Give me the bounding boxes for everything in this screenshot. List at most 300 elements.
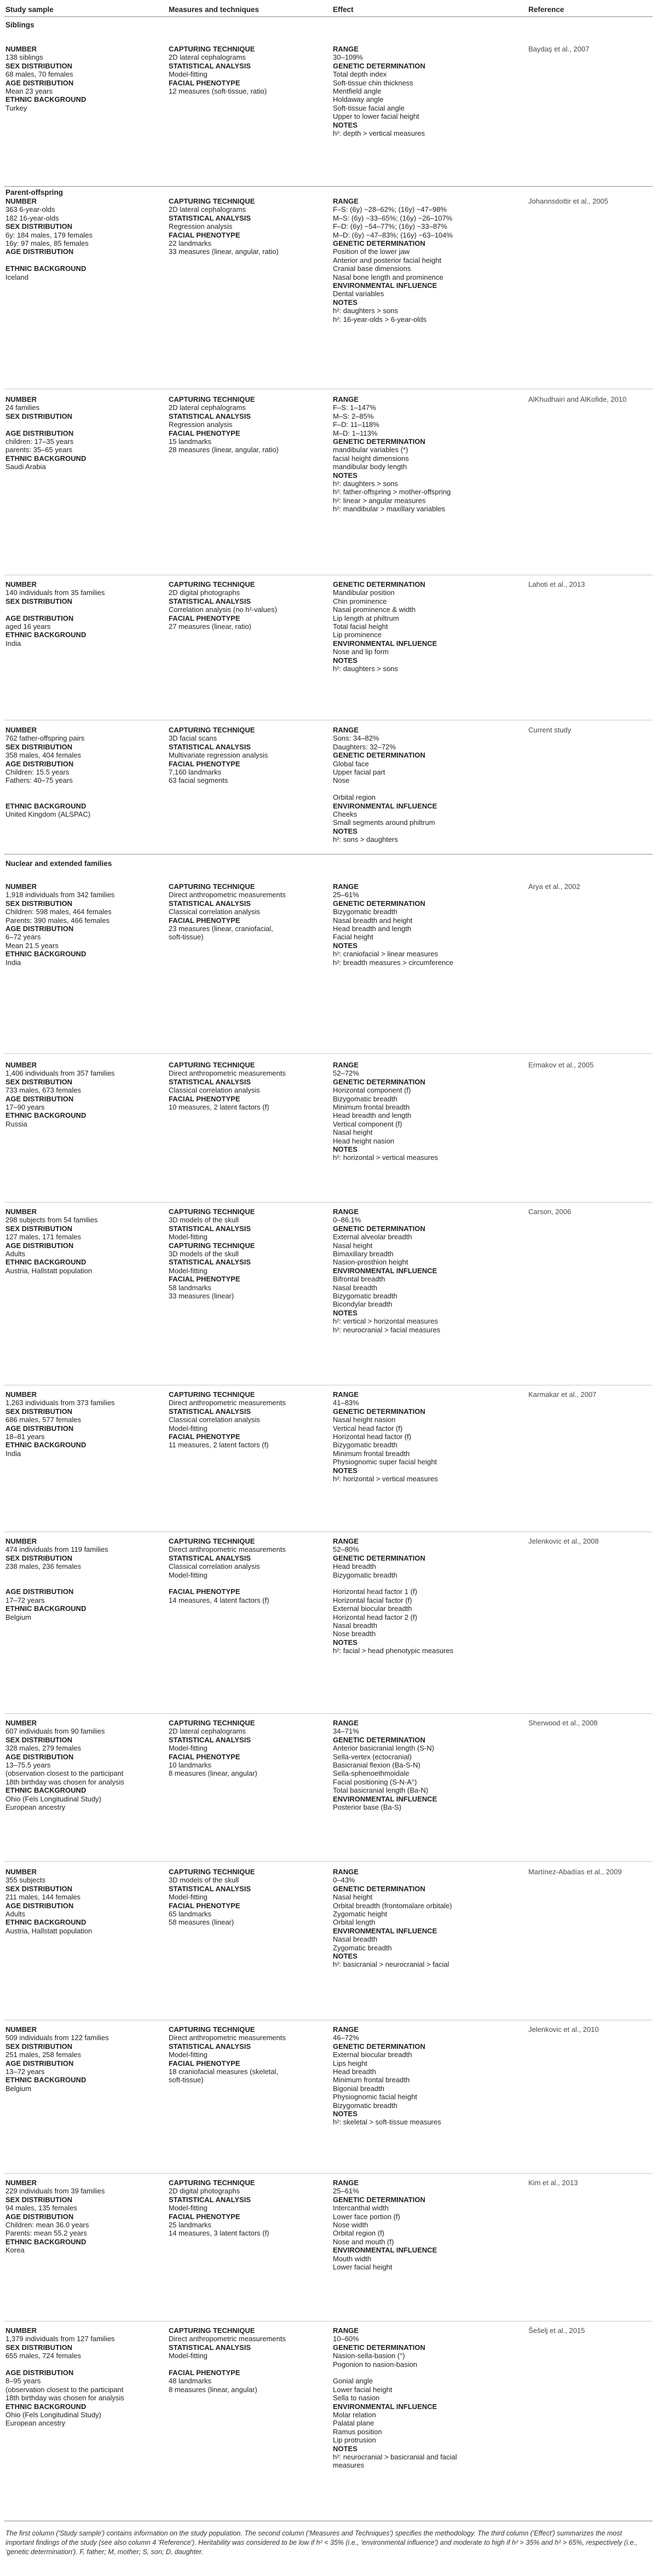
section-title-siblings: Siblings [5,21,34,29]
field-label-effect: RANGE [333,1719,359,1727]
field-label-effect: ENVIRONMENTAL INFLUENCE [333,2402,437,2411]
field-label-effect: GENETIC DETERMINATION [333,2343,425,2352]
field-label-sample: SEX DISTRIBUTION [5,1224,73,1233]
field-label-sample: NUMBER [5,1208,37,1216]
field-value-effect: Nose and lip form [333,648,389,656]
field-label-measures: CAPTURING TECHNIQUE [169,2179,255,2187]
field-value-effect: Physiognomic facial height [333,2093,417,2101]
field-label-measures: FACIAL PHENOTYPE [169,1094,240,1103]
field-label-sample: SEX DISTRIBUTION [5,1553,73,1562]
field-value-effect: Nasal bone length and prominence [333,273,443,281]
field-label-effect: RANGE [333,1537,359,1545]
field-value-measures: Model-fitting [169,1424,208,1433]
field-value-effect: Facial positioning (S-N-A°) [333,1777,417,1786]
field-value-sample: 355 subjects [5,1876,45,1885]
field-value-measures: Direct anthropometric measurements [169,1545,286,1554]
field-value-measures: 11 measures, 2 latent factors (f) [169,1441,269,1449]
field-label-measures: STATISTICAL ANALYSIS [169,597,251,605]
field-value-sample: (observation closest to the participant [5,2385,124,2394]
field-value-measures: Model-fitting [169,2051,208,2059]
field-value-effect: h²: neurocranial > basicranial and facial [333,2453,457,2461]
field-value-sample: Ohio (Fels Longitudinal Study) [5,1794,101,1803]
field-label-sample: AGE DISTRIBUTION [5,1752,74,1761]
field-value-measures: 28 measures (linear, angular, ratio) [169,446,279,454]
field-value-effect: Lips height [333,2059,367,2067]
reference-cell: Karmakar et al., 2007 [528,1390,597,1399]
field-value-effect: Nose and mouth (f) [333,2237,394,2246]
field-value-sample: 138 siblings [5,53,43,62]
field-label-measures: CAPTURING TECHNIQUE [169,1241,255,1250]
field-label-effect: RANGE [333,1390,359,1399]
field-value-measures: Regression analysis [169,420,233,429]
field-value-effect: M–S: (6y) ~33–65%; (16y) ~26–107% [333,213,453,222]
column-header-study-sample: Study sample [5,5,54,14]
field-label-effect: GENETIC DETERMINATION [333,580,425,588]
field-value-sample: 6–72 years [5,933,41,942]
field-value-effect: Bicondylar breadth [333,1300,393,1309]
field-label-sample: AGE DISTRIBUTION [5,1901,74,1910]
field-label-effect: RANGE [333,726,359,734]
field-value-effect: Bizygomatic breadth [333,2101,397,2110]
field-value-effect: External biocular breadth [333,2051,412,2059]
field-value-effect: Minimum frontal breadth [333,2076,410,2084]
field-label-sample: ETHNIC BACKGROUND [5,1604,87,1613]
field-label-effect: GENETIC DETERMINATION [333,1224,425,1233]
field-value-sample: 211 males, 144 females [5,1893,81,1902]
field-value-effect: Cheeks [333,810,358,818]
field-value-effect: Palatal plane [333,2419,374,2428]
field-value-effect: Head breadth and length [333,1111,412,1120]
field-value-measures: Model-fitting [169,1744,208,1753]
field-value-effect: 52–72% [333,1069,359,1078]
field-value-measures: Classical correlation analysis [169,1086,260,1095]
field-value-effect: F–D: (6y) ~54–77%; (16y) ~33–87% [333,222,447,231]
field-value-sample: 607 individuals from 90 families [5,1727,105,1736]
field-label-measures: CAPTURING TECHNIQUE [169,197,255,205]
column-header-effect: Effect [333,5,354,14]
field-label-effect: GENETIC DETERMINATION [333,437,425,446]
field-label-measures: CAPTURING TECHNIQUE [169,45,255,53]
field-value-effect: h²: craniofacial > linear measures [333,950,438,958]
reference-cell: Martínez-Abadías et al., 2009 [528,1868,622,1876]
field-value-effect: 41–83% [333,1399,359,1407]
field-label-measures: FACIAL PHENOTYPE [169,2212,240,2221]
field-label-sample: AGE DISTRIBUTION [5,78,74,87]
field-value-sample: 1,379 individuals from 127 families [5,2335,115,2343]
reference-cell: Baydaş et al., 2007 [528,45,590,53]
field-label-measures: FACIAL PHENOTYPE [169,2369,240,2377]
field-value-effect: h²: vertical > horizontal measures [333,1317,438,1326]
field-label-sample: NUMBER [5,395,37,403]
field-value-effect: Total depth index [333,70,387,79]
field-value-sample: 16y: 97 males, 85 females [5,239,89,247]
field-value-effect: h²: 16-year-olds > 6-year-olds [333,315,427,324]
field-value-sample: Fathers: 40–75 years [5,776,73,785]
field-value-effect: Total basicranial length (Ba-N) [333,1786,429,1795]
field-label-measures: STATISTICAL ANALYSIS [169,742,251,751]
field-value-measures: 3D models of the skull [169,1876,239,1885]
field-value-effect: Nasion-sella-basion (°) [333,2352,405,2360]
field-label-sample: SEX DISTRIBUTION [5,61,73,70]
field-label-sample: NUMBER [5,882,37,891]
field-label-sample: NUMBER [5,726,37,734]
field-value-effect: Lip length at philtrum [333,614,399,622]
field-value-measures: 63 facial segments [169,776,228,785]
field-value-effect: h²: daughters > sons [333,665,398,673]
field-value-sample: 229 individuals from 39 families [5,2187,105,2196]
field-value-measures: Model-fitting [169,1893,208,1902]
field-label-measures: STATISTICAL ANALYSIS [169,2042,251,2051]
row-separator [4,2173,653,2174]
field-label-sample: SEX DISTRIBUTION [5,2195,73,2204]
field-value-measures: 2D digital photographs [169,2187,240,2196]
reference-cell: Jelenkovic et al., 2010 [528,2025,599,2034]
field-value-effect: h²: facial > head phenotypic measures [333,1647,454,1655]
field-value-effect: External biocular breadth [333,1604,412,1613]
field-value-effect: 10–60% [333,2335,359,2343]
field-value-effect: Nasion-prosthion height [333,1258,408,1267]
field-label-sample: ETHNIC BACKGROUND [5,1786,87,1795]
field-label-measures: STATISTICAL ANALYSIS [169,1258,251,1267]
field-value-measures: Regression analysis [169,222,233,231]
field-label-measures: STATISTICAL ANALYSIS [169,2343,251,2352]
reference-cell: AlKhudhairi and AlKofide, 2010 [528,395,627,403]
field-label-sample: NUMBER [5,45,37,53]
field-label-sample: SEX DISTRIBUTION [5,2343,73,2352]
field-label-effect: GENETIC DETERMINATION [333,751,425,760]
field-value-sample: Children: 598 males, 464 females [5,908,112,916]
field-value-measures: Classical correlation analysis [169,1562,260,1571]
field-label-sample: AGE DISTRIBUTION [5,614,74,622]
field-label-sample: NUMBER [5,2326,37,2335]
field-value-measures: soft-tissue) [169,2076,204,2084]
field-value-effect: Nasal height [333,1241,373,1250]
field-value-measures: Model-fitting [169,1233,208,1241]
field-label-measures: CAPTURING TECHNIQUE [169,1537,255,1545]
field-value-effect: h²: daughters > sons [333,480,398,488]
reference-cell: Ermakov et al., 2005 [528,1061,594,1069]
field-label-effect: RANGE [333,197,359,205]
field-value-measures: 3D models of the skull [169,1216,239,1225]
field-label-effect: GENETIC DETERMINATION [333,1407,425,1416]
field-label-sample: NUMBER [5,1868,37,1876]
field-value-effect: Vertical head factor (f) [333,1424,403,1433]
field-value-sample: 18–81 years [5,1433,45,1441]
field-value-sample: India [5,639,21,648]
field-value-sample: Austria, Hallstatt population [5,1926,93,1935]
field-value-measures: 7,160 landmarks [169,768,222,776]
field-value-effect: Nose breadth [333,1630,376,1638]
field-value-effect: 34–71% [333,1727,359,1736]
field-label-measures: FACIAL PHENOTYPE [169,2059,240,2067]
field-label-effect: GENETIC DETERMINATION [333,899,425,908]
field-label-sample: ETHNIC BACKGROUND [5,2076,87,2084]
section-title-nuclear-extended: Nuclear and extended families [5,859,112,868]
field-label-sample: ETHNIC BACKGROUND [5,801,87,810]
field-value-effect: Mentfield angle [333,87,382,95]
field-label-sample: SEX DISTRIBUTION [5,1884,73,1893]
field-value-sample: 13–72 years [5,2067,45,2076]
field-label-effect: RANGE [333,2326,359,2335]
field-value-effect: Horizontal component (f) [333,1086,411,1095]
field-value-effect: h²: depth > vertical measures [333,129,425,137]
field-label-effect: NOTES [333,656,358,665]
row-separator [4,186,653,187]
field-value-sample: 762 father-offspring pairs [5,734,85,743]
field-label-measures: STATISTICAL ANALYSIS [169,1553,251,1562]
field-value-effect: Lower facial height [333,2385,393,2394]
field-label-measures: CAPTURING TECHNIQUE [169,1868,255,1876]
field-label-sample: AGE DISTRIBUTION [5,1424,74,1433]
field-value-sample: Mean 23 years [5,87,53,95]
field-value-effect: Sella-vertex (ectocranial) [333,1752,412,1761]
field-value-measures: 14 measures, 4 latent factors (f) [169,1596,269,1604]
field-label-sample: ETHNIC BACKGROUND [5,264,87,273]
field-value-measures: Model-fitting [169,70,208,79]
field-value-effect: h²: daughters > sons [333,307,398,315]
field-label-effect: RANGE [333,2179,359,2187]
field-value-measures: 65 landmarks [169,1910,212,1918]
field-value-sample: Adults [5,1250,26,1258]
field-value-measures: 8 measures (linear, angular) [169,2385,257,2394]
field-label-sample: AGE DISTRIBUTION [5,1241,74,1250]
field-value-effect: mandibular variables (*) [333,446,408,454]
field-value-effect: Lower face portion (f) [333,2212,400,2221]
row-separator [4,1713,653,1714]
field-label-effect: NOTES [333,471,358,480]
field-value-measures: 48 landmarks [169,2377,212,2386]
field-label-measures: STATISTICAL ANALYSIS [169,1407,251,1416]
field-value-sample: 18th birthday was chosen for analysis [5,1777,124,1786]
field-value-effect: Horizontal head factor 2 (f) [333,1613,417,1621]
field-label-sample: AGE DISTRIBUTION [5,2369,74,2377]
field-value-sample: India [5,958,21,967]
field-value-sample: 733 males, 673 females [5,1086,82,1095]
field-label-measures: FACIAL PHENOTYPE [169,1275,240,1284]
field-value-sample: 251 males, 258 females [5,2051,82,2059]
field-label-sample: ETHNIC BACKGROUND [5,95,87,104]
field-value-effect: Nasal breadth and height [333,916,413,925]
field-value-measures: 3D facial scans [169,734,217,743]
field-value-sample: 17–72 years [5,1596,45,1604]
field-label-sample: SEX DISTRIBUTION [5,1407,73,1416]
field-value-effect: F–D: 11–118% [333,420,379,429]
field-value-effect: Bizygomatic breadth [333,908,397,916]
field-value-sample: 686 males, 577 females [5,1416,82,1424]
reference-cell: Sherwood et al., 2008 [528,1719,598,1727]
field-value-sample: aged 16 years [5,622,51,631]
field-value-effect: Nasal breadth [333,1935,377,1944]
field-value-effect: Horizontal head factor 1 (f) [333,1587,417,1596]
field-value-measures: Direct anthropometric measurements [169,2034,286,2042]
field-value-effect: h²: mandibular > maxillary variables [333,505,445,513]
field-label-effect: RANGE [333,1061,359,1069]
field-value-effect: Ramus position [333,2427,382,2436]
field-value-effect: Bigonial breadth [333,2084,384,2093]
field-value-effect: Sella-sphenoethmoidale [333,1769,410,1778]
field-label-measures: FACIAL PHENOTYPE [169,916,240,925]
field-value-effect: 46–72% [333,2034,359,2042]
field-value-effect: Lip prominence [333,631,382,639]
field-label-effect: RANGE [333,2025,359,2034]
field-label-effect: ENVIRONMENTAL INFLUENCE [333,281,437,290]
field-value-effect: Nasal height [333,1128,373,1137]
field-label-effect: GENETIC DETERMINATION [333,1553,425,1562]
field-label-effect: NOTES [333,1308,358,1317]
field-value-effect: Minimum frontal breadth [333,1449,410,1458]
field-value-measures: 12 measures (soft-tissue, ratio) [169,87,267,95]
field-value-sample: parents: 35–65 years [5,446,73,454]
field-value-effect: 25–61% [333,891,359,899]
field-value-effect: Orbital breadth (frontomalare orbitale) [333,1901,452,1910]
field-value-sample: Ohio (Fels Longitudinal Study) [5,2411,101,2419]
field-label-effect: NOTES [333,827,358,835]
field-value-effect: Head height nasion [333,1136,395,1145]
field-value-effect: Pogonion to nasion-basion [333,2360,417,2369]
field-value-measures: 2D digital photographs [169,588,240,597]
field-value-effect: h²: sons > daughters [333,835,398,844]
field-value-effect: measures [333,2461,365,2470]
field-value-sample: Parents: mean 55.2 years [5,2229,87,2238]
reference-cell: Johannsdottir et al., 2005 [528,197,608,205]
field-value-sample: Korea [5,2246,25,2255]
field-value-measures: 27 measures (linear, ratio) [169,622,252,631]
field-value-effect: Daughters: 32–72% [333,742,396,751]
field-label-sample: SEX DISTRIBUTION [5,742,73,751]
field-label-sample: ETHNIC BACKGROUND [5,631,87,639]
field-label-measures: FACIAL PHENOTYPE [169,1587,240,1596]
field-label-effect: RANGE [333,1868,359,1876]
field-label-sample: AGE DISTRIBUTION [5,1094,74,1103]
field-value-effect: Facial height [333,933,373,942]
field-value-effect: Chin prominence [333,597,387,605]
field-value-measures: Direct anthropometric measurements [169,1069,286,1078]
field-label-sample: NUMBER [5,1719,37,1727]
field-value-effect: Nose width [333,2221,368,2229]
field-label-measures: CAPTURING TECHNIQUE [169,726,255,734]
field-value-effect: Lower facial height [333,2263,393,2271]
row-separator [4,1202,653,1203]
field-label-effect: ENVIRONMENTAL INFLUENCE [333,1794,437,1803]
field-value-measures: Model-fitting [169,1266,208,1275]
field-value-effect: Vertical component (f) [333,1119,402,1128]
field-value-effect: Bizygomatic breadth [333,1441,397,1449]
field-value-sample: 127 males, 171 females [5,1233,82,1241]
field-value-effect: Total facial height [333,622,388,631]
reference-cell: Kim et al., 2013 [528,2179,578,2187]
field-value-effect: Soft-tissue facial angle [333,103,405,112]
field-value-sample: Belgium [5,2084,31,2093]
field-label-measures: CAPTURING TECHNIQUE [169,1061,255,1069]
field-value-measures: Model-fitting [169,1570,208,1579]
field-label-effect: RANGE [333,395,359,403]
field-value-effect: 52–80% [333,1545,359,1554]
field-label-sample: ETHNIC BACKGROUND [5,1258,87,1267]
field-label-measures: FACIAL PHENOTYPE [169,1433,240,1441]
field-value-effect: Sella to nasion [333,2394,380,2402]
reference-cell: Jelenkovic et al., 2008 [528,1537,599,1545]
field-value-effect: Orbital length [333,1918,376,1927]
field-label-effect: NOTES [333,941,358,950]
field-value-effect: Nasal breadth [333,1283,377,1292]
field-value-sample: children: 17–35 years [5,437,74,446]
field-value-effect: h²: linear > angular measures [333,496,426,505]
field-value-sample: (observation closest to the participant [5,1769,124,1778]
field-label-effect: GENETIC DETERMINATION [333,1735,425,1744]
field-value-measures: 8 measures (linear, angular) [169,1769,257,1778]
field-value-effect: Upper to lower facial height [333,112,419,121]
field-value-effect: Lip protrusion [333,2436,376,2445]
field-value-effect: facial height dimensions [333,454,409,463]
field-value-sample: Turkey [5,103,27,112]
field-value-effect: Horizontal facial factor (f) [333,1596,412,1604]
field-value-effect: Nasal height [333,1893,373,1902]
field-label-effect: RANGE [333,1208,359,1216]
field-value-sample: 509 individuals from 122 families [5,2034,109,2042]
field-value-effect: Bifrontal breadth [333,1275,385,1284]
field-label-sample: ETHNIC BACKGROUND [5,2402,87,2411]
field-value-effect: Physiognomic super facial height [333,1458,437,1466]
field-label-sample: NUMBER [5,2025,37,2034]
field-label-effect: GENETIC DETERMINATION [333,2042,425,2051]
field-value-effect: Anterior and posterior facial height [333,256,442,264]
reference-cell: Šešelj et al., 2015 [528,2326,585,2335]
field-value-sample: India [5,1449,21,1458]
table-footnote: The first column ('Study sample') contains information on the study population. The second column ('Measures and Techniques') specifies the methodology. The third column ('Effect') summarizes the most important findings of the study (see also column 4 'Reference'). Heritability was considered to be low if h² < 35% (i.e., 'environmental influence') and moderate to high if h² > 35% and h² > 65%, respectively (i.e., 'genetic determination'). F, father; M, mother; S, son; D, daughter. [5,2529,638,2556]
field-value-effect: h²: breadth measures > circumference [333,958,454,967]
field-label-effect: NOTES [333,1638,358,1647]
field-value-effect: Posterior base (Ba-S) [333,1803,401,1811]
field-label-sample: SEX DISTRIBUTION [5,597,73,605]
field-value-sample: Children: 15.5 years [5,768,70,776]
field-label-sample: NUMBER [5,580,37,588]
field-value-effect: h²: skeletal > soft-tissue measures [333,2118,441,2127]
column-header-measures: Measures and techniques [169,5,260,14]
field-value-sample: 474 individuals from 119 families [5,1545,108,1554]
field-value-sample: 298 subjects from 54 families [5,1216,98,1225]
field-label-measures: FACIAL PHENOTYPE [169,78,240,87]
reference-cell: Arya et al., 2002 [528,882,580,891]
field-value-effect: Nose [333,776,350,785]
field-value-effect: Basicranial flexion (Ba-S-N) [333,1761,420,1769]
field-value-sample: Adults [5,1910,26,1918]
field-label-effect: NOTES [333,2444,358,2453]
field-value-effect: Gonial angle [333,2377,373,2386]
field-value-sample: 1,263 individuals from 373 families [5,1399,115,1407]
field-value-sample: 1,406 individuals from 357 families [5,1069,115,1078]
field-label-measures: CAPTURING TECHNIQUE [169,395,255,403]
field-label-effect: RANGE [333,45,359,53]
field-value-effect: Position of the lower jaw [333,247,410,256]
field-label-effect: GENETIC DETERMINATION [333,1884,425,1893]
field-label-sample: SEX DISTRIBUTION [5,2042,73,2051]
field-value-measures: 15 landmarks [169,437,212,446]
field-value-effect: Molar relation [333,2411,376,2419]
field-value-measures: 25 landmarks [169,2221,212,2229]
field-label-effect: NOTES [333,1466,358,1475]
field-value-sample: European ancestry [5,2419,66,2428]
row-separator [4,1861,653,1862]
field-label-sample: NUMBER [5,1061,37,1069]
reference-cell: Carson, 2006 [528,1208,572,1216]
field-value-measures: 10 measures, 2 latent factors (f) [169,1103,269,1111]
field-value-effect: Soft-tissue chin thickness [333,78,413,87]
field-value-measures: 14 measures, 3 latent factors (f) [169,2229,269,2238]
field-value-sample: Mean 21.5 years [5,941,59,950]
field-value-measures: 3D models of the skull [169,1250,239,1258]
field-value-effect: Bizygomatic breadth [333,1570,397,1579]
field-label-sample: AGE DISTRIBUTION [5,925,74,933]
